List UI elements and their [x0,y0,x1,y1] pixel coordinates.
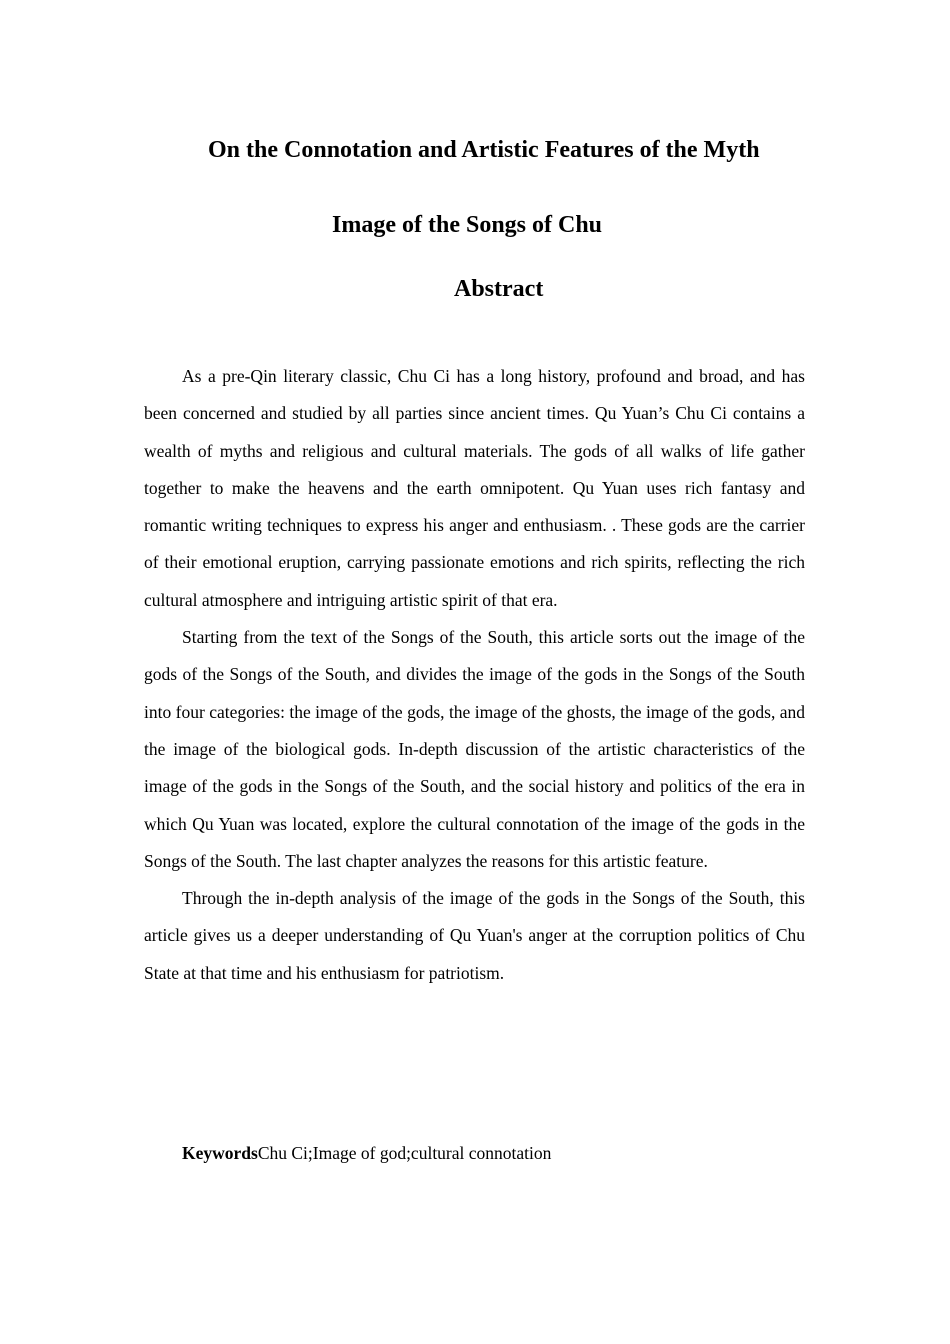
title-line-1: On the Connotation and Artistic Features of the Myth [208,137,760,163]
title-line-2: Image of the Songs of Chu [332,212,603,238]
abstract-heading: Abstract [454,276,544,302]
keywords-line [182,1138,551,1168]
keywords-text: Chu Ci;Image of god;cultural connotation [257,1143,552,1163]
abstract-paragraph-3: Through the in-depth analysis of the image of the gods in the Songs of the South, this article gives us a deeper understanding of Qu Yuan's anger at the corruption politics of Chu State at that time and his enthusiasm for patriotism. [144,888,805,983]
abstract-body [144,358,805,992]
keywords-label: Keywords [182,1143,258,1163]
abstract-paragraph-1: As a pre-Qin literary classic, Chu Ci has a long history, profound and broad, and has been concerned and studied by all parties since ancient times. Qu Yuan’s Chu Ci contains a wealth of myths and religious and cultural materials. The gods of all walks of life gather together to make the heavens and the earth omnipotent. Qu Yuan uses rich fantasy and romantic writing techniques to express his anger and enthusiasm. . These gods are the carrier of their emotional eruption, carrying passionate emotions and rich spirits, reflecting the rich cultural atmosphere and intriguing artistic spirit of that era. [144,366,805,610]
abstract-paragraph-2: Starting from the text of the Songs of the South, this article sorts out the image of the gods of the Songs of the South, and divides the image of the gods in the Songs of the South into four categories: the image of the gods, the image of the ghosts, the image of the gods, and the image of the biological gods. In-depth discussion of the artistic characteristics of the image of the gods in the Songs of the South, and the social history and politics of the era in which Qu Yuan was located, explore the cultural connotation of the image of the gods in the Songs of the South. The last chapter analyzes the reasons for this artistic feature. [144,627,805,871]
